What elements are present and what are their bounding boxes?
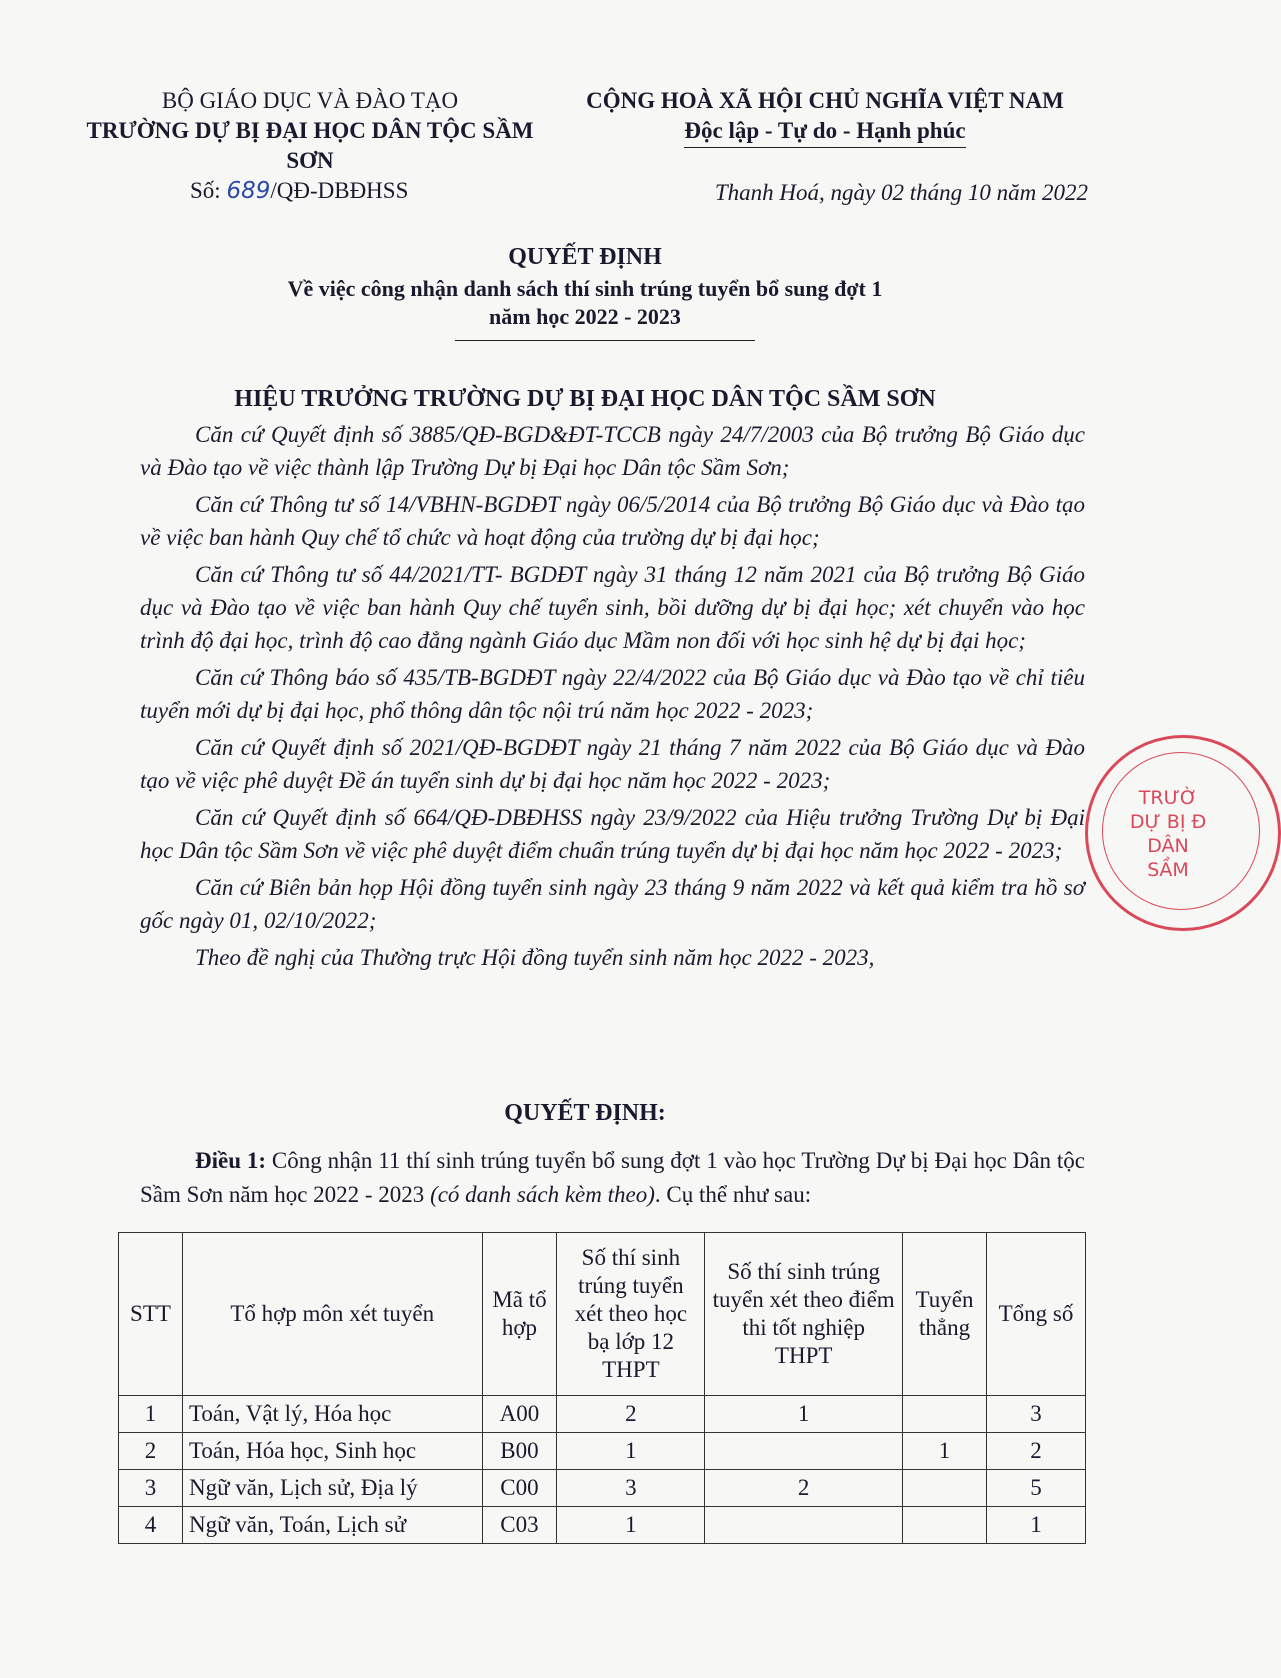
cell-direct: 1 (903, 1433, 987, 1470)
document-subject-line2: năm học 2022 - 2023 (489, 304, 681, 329)
article-1-text: Công nhận 11 thí sinh trúng tuyển bổ sung đợt 1 vào học Trường Dự bị Đại học Dân tộc Sầm Sơn năm học 2022 - 2023 (140, 1148, 1085, 1207)
preamble-item: Căn cứ Quyết định số 2021/QĐ-BGDĐT ngày 21 tháng 7 năm 2022 của Bộ Giáo dục và Đào tạo về việc phê duyệt Đề án tuyển sinh dự bị đại học năm học 2022 - 2023; (140, 735, 1085, 793)
preamble-item: Căn cứ Thông báo số 435/TB-BGDĐT ngày 22/4/2022 của Bộ Giáo dục và Đào tạo về chỉ tiêu tuyển mới dự bị đại học, phổ thông dân tộc nội trú năm học 2022 - 2023; (140, 665, 1085, 723)
cell-transcript: 1 (557, 1507, 705, 1544)
col-header-subjects: Tổ hợp môn xét tuyển (182, 1233, 482, 1396)
cell-direct (903, 1470, 987, 1507)
preamble-item: Theo đề nghị của Thường trực Hội đồng tuyển sinh năm học 2022 - 2023, (195, 945, 875, 970)
doc-number-handwritten: 689 (226, 178, 271, 204)
doc-number-prefix: Số: (190, 178, 227, 203)
preamble-item: Căn cứ Thông tư số 14/VBHN-BGDĐT ngày 06/5/2014 của Bộ trưởng Bộ Giáo dục và Đào tạo về việc ban hành Quy chế tổ chức và hoạt động của trường dự bị đại học; (140, 492, 1085, 550)
cell-direct (903, 1507, 987, 1544)
col-header-exam: Số thí sinh trúng tuyển xét theo điểm thi tốt nghiệp THPT (705, 1233, 903, 1396)
article-1-text-end: . Cụ thể như sau: (654, 1182, 812, 1207)
cell-subjects: Toán, Hóa học, Sinh học (182, 1433, 482, 1470)
country-name: CỘNG HOÀ XÃ HỘI CHỦ NGHĨA VIỆT NAM (586, 88, 1064, 113)
school-name: TRƯỜNG DỰ BỊ ĐẠI HỌC DÂN TỘC SẦM SƠN (86, 118, 534, 173)
title-divider (455, 340, 755, 341)
cell-total: 3 (987, 1396, 1086, 1433)
cell-exam (705, 1507, 903, 1544)
document-subject-line1: Về việc công nhận danh sách thí sinh trúng tuyển bổ sung đợt 1 (287, 276, 883, 301)
cell-exam: 1 (705, 1396, 903, 1433)
seal-text (1108, 786, 1228, 882)
ministry-name: BỘ GIÁO DỤC VÀ ĐÀO TẠO (161, 88, 459, 113)
seal-line: SẦM (1147, 859, 1189, 881)
table-row (119, 1507, 1086, 1544)
table-row (119, 1396, 1086, 1433)
cell-code: A00 (482, 1396, 557, 1433)
preamble-item: Căn cứ Thông tư số 44/2021/TT- BGDĐT ngày 31 tháng 12 năm 2021 của Bộ trưởng Bộ Giáo dục và Đào tạo về việc ban hành Quy chế tuyển sinh, bồi dưỡng dự bị đại học; xét chuyển vào học trình độ đại học, trình độ cao đẳng ngành Giáo dục Mầm non đối với học sinh hệ dự bị đại học; (140, 562, 1085, 653)
cell-total: 5 (987, 1470, 1086, 1507)
cell-subjects: Toán, Vật lý, Hóa học (182, 1396, 482, 1433)
article-1-note: (có danh sách kèm theo) (430, 1182, 655, 1207)
national-motto: Độc lập - Tự do - Hạnh phúc (684, 116, 965, 148)
col-header-code: Mã tổ hợp (482, 1233, 557, 1396)
cell-subjects: Ngữ văn, Lịch sử, Địa lý (182, 1470, 482, 1507)
cell-exam: 2 (705, 1470, 903, 1507)
cell-transcript: 2 (557, 1396, 705, 1433)
table-row (119, 1433, 1086, 1470)
admission-table (118, 1232, 1086, 1544)
cell-stt: 3 (119, 1470, 183, 1507)
cell-total: 2 (987, 1433, 1086, 1470)
seal-line: TRƯỜ (1138, 787, 1198, 809)
preamble-item: Căn cứ Quyết định số 3885/QĐ-BGD&ĐT-TCCB ngày 24/7/2003 của Bộ trưởng Bộ Giáo dục và Đào tạo về việc thành lập Trường Dự bị Đại học Dân tộc Sầm Sơn; (140, 422, 1085, 480)
authority-heading: HIỆU TRƯỞNG TRƯỜNG DỰ BỊ ĐẠI HỌC DÂN TỘC SẦM SƠN (234, 386, 936, 412)
document-date: Thanh Hoá, ngày 02 tháng 10 năm 2022 (714, 180, 1088, 205)
article-1 (140, 1144, 1085, 1212)
cell-code: C00 (482, 1470, 557, 1507)
cell-stt: 4 (119, 1507, 183, 1544)
official-seal (1085, 735, 1281, 931)
document-title: QUYẾT ĐỊNH (508, 244, 662, 270)
decision-heading: QUYẾT ĐỊNH: (504, 1100, 666, 1126)
seal-line: DỰ BỊ Đ (1129, 811, 1207, 833)
col-header-transcript: Số thí sinh trúng tuyển xét theo học bạ lớp 12 THPT (557, 1233, 705, 1396)
article-1-label: Điều 1: (195, 1148, 267, 1173)
cell-exam (705, 1433, 903, 1470)
col-header-stt: STT (119, 1233, 183, 1396)
cell-code: C03 (482, 1507, 557, 1544)
document-number (190, 178, 408, 204)
seal-line: DÂN (1147, 835, 1189, 857)
col-header-total: Tổng số (987, 1233, 1086, 1396)
cell-stt: 2 (119, 1433, 183, 1470)
issuer-block (70, 86, 550, 176)
cell-code: B00 (482, 1433, 557, 1470)
col-header-direct: Tuyển thẳng (903, 1233, 987, 1396)
national-header (555, 86, 1095, 148)
preamble-item: Căn cứ Biên bản họp Hội đồng tuyển sinh ngày 23 tháng 9 năm 2022 và kết quả kiểm tra hồ sơ gốc ngày 01, 02/10/2022; (140, 875, 1085, 933)
preamble (140, 418, 1085, 978)
cell-direct (903, 1396, 987, 1433)
table-header-row (119, 1233, 1086, 1396)
cell-transcript: 3 (557, 1470, 705, 1507)
cell-stt: 1 (119, 1396, 183, 1433)
cell-total: 1 (987, 1507, 1086, 1544)
preamble-item: Căn cứ Quyết định số 664/QĐ-DBĐHSS ngày 23/9/2022 của Hiệu trưởng Trường Dự bị Đại học Dân tộc Sầm Sơn về việc phê duyệt điểm chuẩn trúng tuyển dự bị đại học năm học 2022 - 2023; (140, 805, 1085, 863)
table-row (119, 1470, 1086, 1507)
cell-transcript: 1 (557, 1433, 705, 1470)
cell-subjects: Ngữ văn, Toán, Lịch sử (182, 1507, 482, 1544)
doc-number-suffix: /QĐ-DBĐHSS (270, 178, 409, 203)
